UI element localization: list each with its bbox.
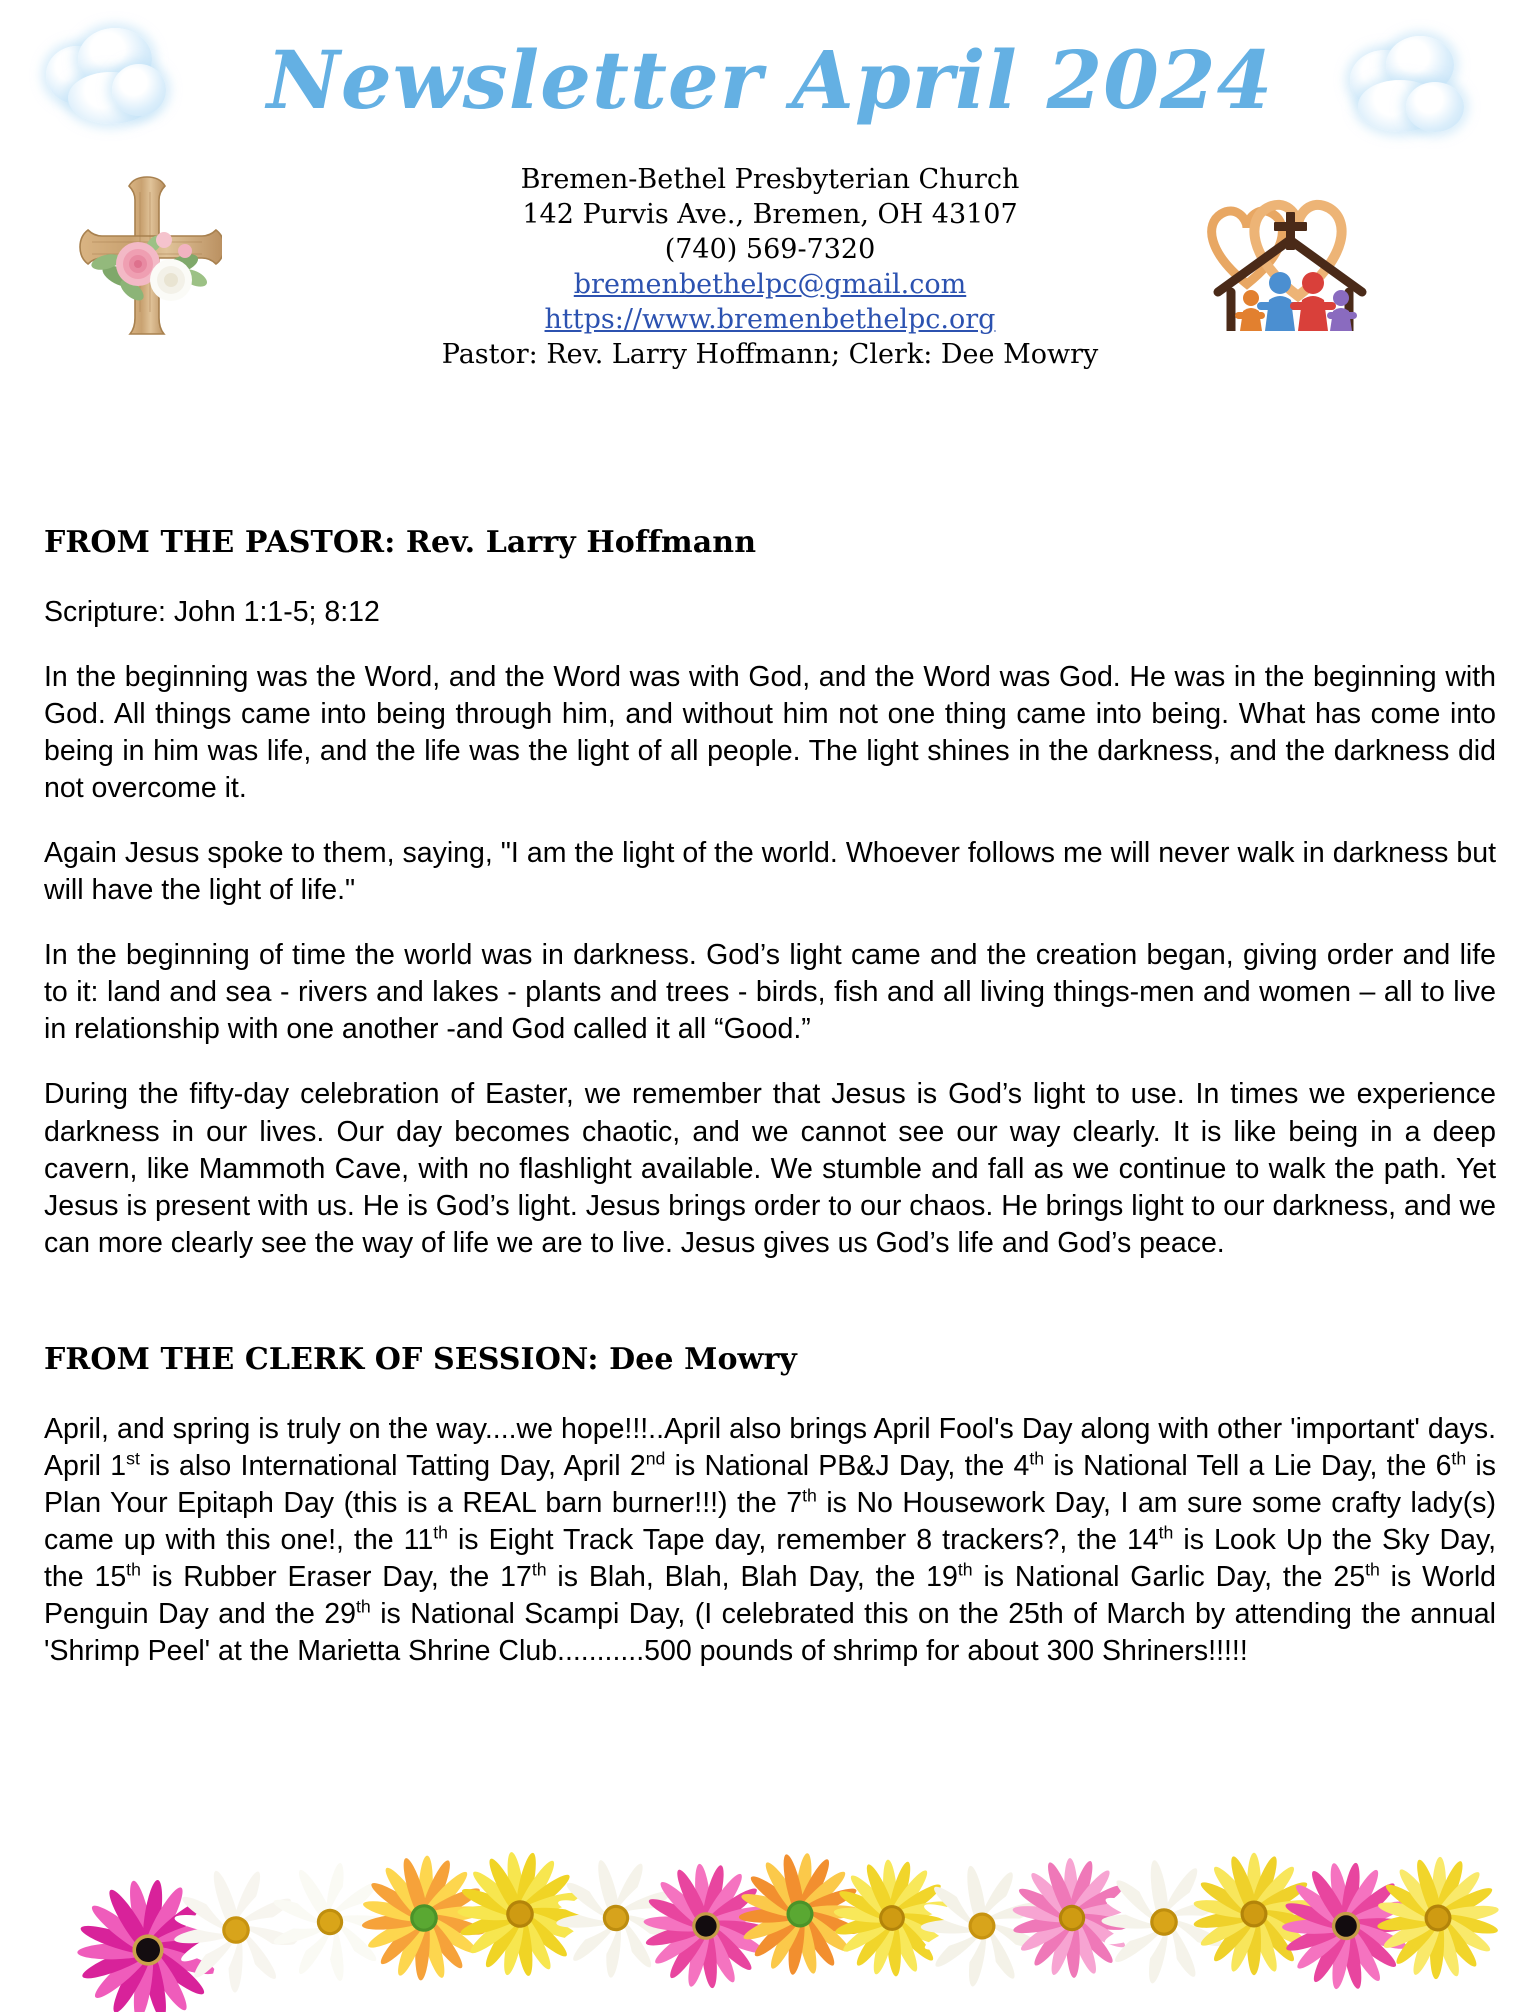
ordinal-suffix: th [433,1522,448,1543]
section-heading-pastor: FROM THE PASTOR: Rev. Larry Hoffmann [44,525,757,560]
pastor-paragraph-1: In the beginning was the Word, and the Word was with God, and the Word was God. He was in the beginning with God. All things came into being through him, and without him not one thing came into being. What has come into being in him was life, and the life was the light of all people. The light shines in the darkness, and the darkness did not overcome it. [44,661,1496,805]
church-website-link[interactable]: https://www.bremenbethelpc.org [544,304,996,336]
church-name: Bremen-Bethel Presbyterian Church [520,164,1020,195]
page-title: Newsletter April 2024 [266,33,1274,127]
church-address: 142 Purvis Ave., Bremen, OH 43107 [522,199,1018,231]
ordinal-suffix: th [356,1596,371,1617]
scripture-reference: Scripture: John 1:1-5; 8:12 [44,596,380,628]
ordinal-suffix: th [531,1559,547,1580]
flower-border-graphic [0,1822,1540,2012]
ordinal-suffix: th [126,1559,141,1580]
ordinal-suffix: th [1365,1559,1380,1580]
church-leadership: Pastor: Rev. Larry Hoffmann; Clerk: Dee Mowry [441,339,1099,371]
church-phone: (740) 569-7320 [664,234,876,266]
church-email-link[interactable]: bremenbethelpc@gmail.com [573,269,967,301]
ordinal-suffix: th [1451,1448,1467,1469]
ordinal-suffix: th [1158,1522,1174,1543]
section-heading-clerk: FROM THE CLERK OF SESSION: Dee Mowry [44,1341,797,1377]
clerk-paragraph: April, and spring is truly on the way....we hope!!!..April also brings April Fool's Day along with other 'important' days. April 1st is also International Tatting Day, April 2nd is National PB&J Day, the 4th is National Tell a Lie Day, the 6th is Plan Your Epitaph Day (this is a REAL barn burner!!!) the 7th is No Housework Day, I am sure some crafty lady(s) came up with this one!, the 11th is Eight Track Tape day, remember 8 trackers?, the 14th is Look Up the Sky Day, the 15th is Rubber Eraser Day, the 17th is Blah, Blah, Blah Day, the 19th is National Garlic Day, the 25th is World Penguin Day and the 29th is National Scampi Day, (I celebrated this on the 25th of March by attending the annual 'Shrimp Peel' at the Marietta Shrine Club...........500 pounds of shrimp for about 300 Shriners!!!!! [44,1412,1497,1667]
contact-details [0,162,1540,373]
newsletter-body [44,525,1496,1698]
ordinal-suffix: th [802,1485,817,1506]
pastor-paragraph-4: During the fifty-day celebration of Easter, we remember that Jesus is God’s light to use. In times we experience darkness in our lives. Our day becomes chaotic, and we cannot see our way clearly. It is like being in a deep cavern, like Mammoth Cave, with no flashlight available. We stumble and fall as we continue to walk the path. Yet Jesus is present with us. He is God’s light. Jesus brings order to our chaos. He brings light to our darkness, and we can more clearly see the way of life we are to live. Jesus gives us God’s life and God’s peace. [44,1078,1496,1259]
contact-header [0,160,1540,375]
ordinal-suffix: th [1029,1448,1045,1469]
ordinal-suffix: st [126,1448,140,1469]
section-spacer [44,1290,1496,1342]
pastor-paragraph-3: In the beginning of time the world was in darkness. God’s light came and the creation began, giving order and life to it: land and sea - rivers and lakes - plants and trees - birds, fish and all living things-men and women – all to live in relationship with one another -and God called it all “Good.” [44,939,1496,1046]
ordinal-suffix: nd [645,1448,666,1469]
pastor-paragraph-2: Again Jesus spoke to them, saying, "I am the light of the world. Whoever follows me will never walk in darkness but will have the light of life." [44,837,1496,907]
masthead [0,0,1540,160]
ordinal-suffix: th [957,1559,973,1580]
